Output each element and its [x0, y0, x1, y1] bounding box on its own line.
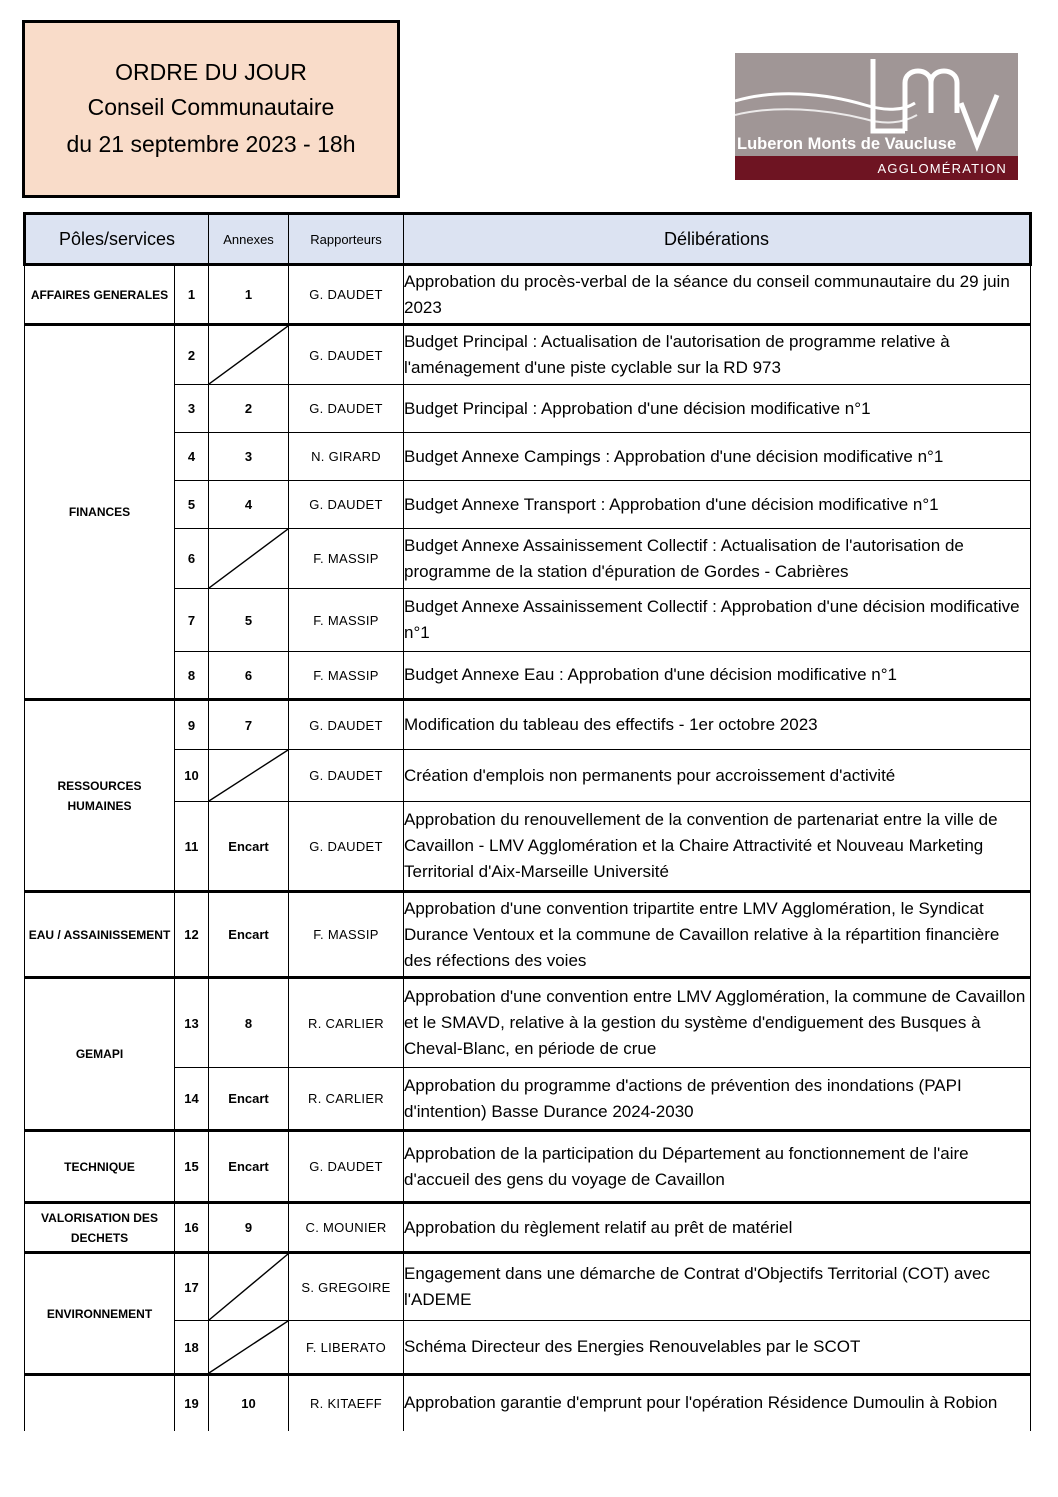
table-row: [25, 1375, 1031, 1431]
no-annexe-diagonal: [209, 750, 288, 801]
rapporteur-cell: F. LIBERATO: [289, 1321, 404, 1375]
item-number: 11: [175, 802, 209, 892]
rapporteur-cell: G. DAUDET: [289, 700, 404, 750]
annexe-cell: [209, 1253, 289, 1321]
annexe-cell: 8: [209, 978, 289, 1068]
table-row: [25, 978, 1031, 1068]
item-number: 18: [175, 1321, 209, 1375]
no-annexe-diagonal: [209, 529, 288, 588]
deliberation-cell: Budget Annexe Transport : Approbation d'une décision modificative n°1: [404, 481, 1031, 529]
deliberation-cell: Budget Principal : Actualisation de l'autorisation de programme relative à l'aménagement d'une piste cyclable sur la RD 973: [404, 325, 1031, 385]
rapporteur-cell: F. MASSIP: [289, 529, 404, 589]
rapporteur-cell: S. GREGOIRE: [289, 1253, 404, 1321]
deliberation-cell: Approbation du renouvellement de la convention de partenariat entre la ville de Cavaillon - LMV Agglomération et la Chaire Attractivité et Nouveau Marketing Territorial d'Aix-Marseille Université: [404, 802, 1031, 892]
item-number: 14: [175, 1068, 209, 1131]
annexe-cell: [209, 529, 289, 589]
pole-cell: TECHNIQUE: [25, 1131, 175, 1203]
deliberation-cell: Budget Annexe Assainissement Collectif : Actualisation de l'autorisation de programme de la station d'épuration de Gordes - Cabrières: [404, 529, 1031, 589]
header-rapporteurs: Rapporteurs: [289, 214, 404, 265]
item-number: 16: [175, 1203, 209, 1253]
annexe-cell: 5: [209, 589, 289, 652]
header-poles: Pôles/services: [25, 214, 209, 265]
table-row: [25, 265, 1031, 325]
no-annexe-diagonal: [209, 326, 288, 384]
page-subtitle: Conseil Communautaire: [87, 94, 335, 120]
rapporteur-cell: G. DAUDET: [289, 325, 404, 385]
annexe-cell: 10: [209, 1375, 289, 1431]
annexe-cell: [209, 750, 289, 802]
annexe-cell: Encart: [209, 1068, 289, 1131]
agenda-table: [23, 212, 1032, 1431]
lmv-logo: [735, 53, 1018, 180]
deliberation-cell: Approbation de la participation du Département au fonctionnement de l'aire d'accueil des gens du voyage de Cavaillon: [404, 1131, 1031, 1203]
table-row: [25, 481, 1031, 529]
annexe-cell: 7: [209, 700, 289, 750]
rapporteur-cell: G. DAUDET: [289, 1131, 404, 1203]
annexe-cell: [209, 325, 289, 385]
title-box: [22, 20, 400, 198]
item-number: 19: [175, 1375, 209, 1431]
table-row: [25, 1321, 1031, 1375]
meeting-date: du 21 septembre 2023 - 18h: [66, 131, 356, 157]
annexe-cell: 1: [209, 265, 289, 325]
item-number: 17: [175, 1253, 209, 1321]
annexe-cell: Encart: [209, 892, 289, 978]
rapporteur-cell: R. KITAEFF: [289, 1375, 404, 1431]
item-number: 13: [175, 978, 209, 1068]
no-annexe-diagonal: [209, 1321, 288, 1373]
item-number: 15: [175, 1131, 209, 1203]
deliberation-cell: Schéma Directeur des Energies Renouvelables par le SCOT: [404, 1321, 1031, 1375]
page-title: ORDRE DU JOUR: [115, 59, 307, 85]
table-row: [25, 385, 1031, 433]
item-number: 3: [175, 385, 209, 433]
deliberation-cell: Approbation du procès-verbal de la séance du conseil communautaire du 29 juin 2023: [404, 265, 1031, 325]
header-annexes: Annexes: [209, 214, 289, 265]
annexe-cell: Encart: [209, 802, 289, 892]
pole-cell: ENVIRONNEMENT: [25, 1253, 175, 1375]
table-row: [25, 700, 1031, 750]
annexe-cell: Encart: [209, 1131, 289, 1203]
deliberation-cell: Budget Annexe Eau : Approbation d'une décision modificative n°1: [404, 652, 1031, 700]
pole-cell: EAU / ASSAINISSEMENT: [25, 892, 175, 978]
rapporteur-cell: F. MASSIP: [289, 892, 404, 978]
rapporteur-cell: G. DAUDET: [289, 265, 404, 325]
item-number: 7: [175, 589, 209, 652]
deliberation-cell: Approbation du règlement relatif au prêt de matériel: [404, 1203, 1031, 1253]
annexe-cell: 3: [209, 433, 289, 481]
deliberation-cell: Création d'emplois non permanents pour accroissement d'activité: [404, 750, 1031, 802]
pole-cell: AFFAIRES GENERALES: [25, 265, 175, 325]
rapporteur-cell: R. CARLIER: [289, 1068, 404, 1131]
pole-cell: GEMAPI: [25, 978, 175, 1131]
no-annexe-diagonal: [209, 1254, 288, 1320]
item-number: 12: [175, 892, 209, 978]
pole-cell: RESSOURCES HUMAINES: [25, 700, 175, 892]
annexe-cell: 4: [209, 481, 289, 529]
header-deliberations: Délibérations: [404, 214, 1031, 265]
rapporteur-cell: G. DAUDET: [289, 385, 404, 433]
rapporteur-cell: F. MASSIP: [289, 589, 404, 652]
logo-name: Luberon Monts de Vaucluse: [737, 135, 957, 153]
table-row: [25, 1131, 1031, 1203]
annexe-cell: 6: [209, 652, 289, 700]
table-row: [25, 433, 1031, 481]
table-row: [25, 1068, 1031, 1131]
item-number: 10: [175, 750, 209, 802]
deliberation-cell: Engagement dans une démarche de Contrat d'Objectifs Territorial (COT) avec l'ADEME: [404, 1253, 1031, 1321]
pole-cell: FINANCES: [25, 325, 175, 700]
item-number: 8: [175, 652, 209, 700]
pole-cell: VALORISATION DES DECHETS: [25, 1203, 175, 1253]
table-row: [25, 529, 1031, 589]
deliberation-cell: Approbation d'une convention tripartite entre LMV Agglomération, le Syndicat Durance Ventoux et la commune de Cavaillon relative à la répartition financière des réfections des voies: [404, 892, 1031, 978]
rapporteur-cell: G. DAUDET: [289, 481, 404, 529]
deliberation-cell: Budget Annexe Campings : Approbation d'une décision modificative n°1: [404, 433, 1031, 481]
deliberation-cell: Approbation du programme d'actions de prévention des inondations (PAPI d'intention) Basse Durance 2024-2030: [404, 1068, 1031, 1131]
rapporteur-cell: C. MOUNIER: [289, 1203, 404, 1253]
deliberation-cell: Modification du tableau des effectifs - 1er octobre 2023: [404, 700, 1031, 750]
deliberation-cell: Budget Annexe Assainissement Collectif : Approbation d'une décision modificative n°1: [404, 589, 1031, 652]
annexe-cell: 2: [209, 385, 289, 433]
item-number: 5: [175, 481, 209, 529]
item-number: 1: [175, 265, 209, 325]
table-row: [25, 589, 1031, 652]
table-row: [25, 1253, 1031, 1321]
deliberation-cell: Budget Principal : Approbation d'une décision modificative n°1: [404, 385, 1031, 433]
table-row: [25, 325, 1031, 385]
rapporteur-cell: R. CARLIER: [289, 978, 404, 1068]
table-row: [25, 652, 1031, 700]
pole-cell: [25, 1375, 175, 1431]
table-row: [25, 802, 1031, 892]
item-number: 9: [175, 700, 209, 750]
item-number: 2: [175, 325, 209, 385]
rapporteur-cell: N. GIRARD: [289, 433, 404, 481]
annexe-cell: 9: [209, 1203, 289, 1253]
table-row: [25, 1203, 1031, 1253]
rapporteur-cell: G. DAUDET: [289, 750, 404, 802]
table-row: [25, 750, 1031, 802]
rapporteur-cell: G. DAUDET: [289, 802, 404, 892]
table-row: [25, 892, 1031, 978]
item-number: 4: [175, 433, 209, 481]
logo-tagline: AGGLOMÉRATION: [877, 161, 1007, 176]
item-number: 6: [175, 529, 209, 589]
table-header-row: [25, 214, 1031, 265]
deliberation-cell: Approbation d'une convention entre LMV Agglomération, la commune de Cavaillon et le SMAVD, relative à la gestion du système d'endiguement des Busques à Cheval-Blanc, en période de crue: [404, 978, 1031, 1068]
deliberation-cell: Approbation garantie d'emprunt pour l'opération Résidence Dumoulin à Robion: [404, 1375, 1031, 1431]
rapporteur-cell: F. MASSIP: [289, 652, 404, 700]
annexe-cell: [209, 1321, 289, 1375]
